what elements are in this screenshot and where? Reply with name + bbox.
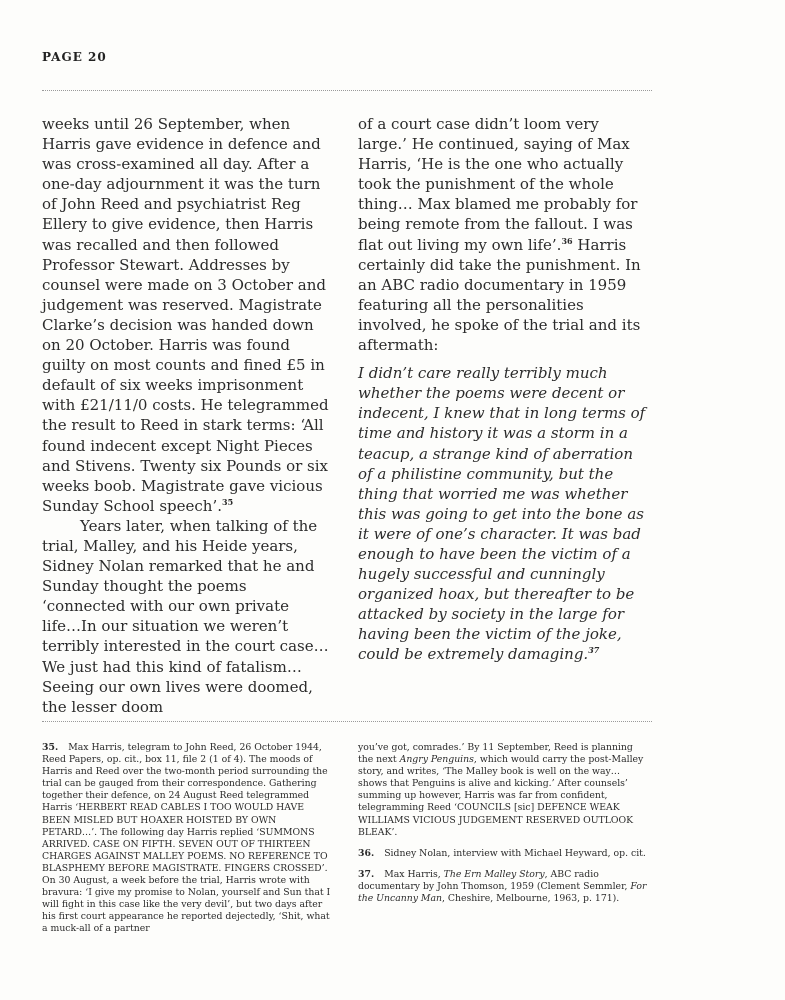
footnote-ref-37[interactable]: 37 [588,645,600,656]
body-paragraph: Years later, when talking of the trial, Malley, and his Heide years, Sidney Nolan remarked that he and Sunday thought the poems ‘connected with our own private life…In our situation we weren’t terribly interested in the court case…We just had this kind of fatalism…Seeing our own lives were doomed, the lesser doom [42,516,329,716]
paragraph-text: weeks until 26 September, when Harris gave evidence in defence and was cross-examined all day. After a one-day adjournment it was the turn of John Reed and psychiatrist Reg Ellery to give evidence, then Harris was recalled and then followed Professor Stewart. Addresses by counsel were made on 3 October and judgement was reserved. Magistrate Clarke’s decision was handed down on 20 October. Harris was found guilty on most counts and fined £5 in default of six weeks imprisonment with £21/11/0 costs. He telegrammed the result to Reed in stark terms: ‘All found indecent except Night Pieces and Stivens. Twenty six Pounds or six weeks boob. Magistrate gave vicious Sunday School speech’. [42,115,329,515]
left-text-column [42,114,332,717]
footnote-35-continued [358,742,648,839]
work-title: For the Uncanny Man [358,880,647,905]
footnote-number: 37. [358,868,375,880]
footnotes-divider [42,721,652,722]
journal-title: Angry Penguins [399,754,474,766]
footnote-number: 36. [358,847,375,859]
footnote-ref-36[interactable]: 36 [561,235,573,246]
right-text-column [358,114,648,665]
top-divider [42,90,652,91]
footnote-ref-35[interactable]: 35 [222,496,234,507]
work-title: The Ern Malley Story [443,868,545,880]
footnote-text: you’ve got, comrades.’ By 11 September, Reed is planning the next [358,742,633,766]
footnote-text: Max Harris, [384,868,444,880]
footnote-37 [358,869,648,905]
paragraph-text: of a court case didn’t loom very large.’ He continued, saying of Max Harris, ‘He is the one who actually took the punishment of the whole thing… Max blamed me probably for being remote from the fallout. I was flat out living my own life’. [358,115,638,254]
footnote-35 [42,742,332,936]
footnotes-right-column [358,742,648,914]
footnote-text: , ABC radio documentary by John Thomson, 1959 (Clement Semmler, [358,868,631,892]
quote-text: I didn’t care really terribly much whether the poems were decent or indecent, I knew that in long terms of time and history it was a storm in a teacup, a strange kind of aberration of a philistine community, but the thing that worried me was whether this was going to get into the bone as it were of one’s character. It was bad enough to have been the victim of a hugely successful and cunningly organized hoax, but thereafter to be attacked by society in the large for having been the victim of the joke, could be extremely damaging. [358,364,646,664]
footnote-text: , which would carry the post-Malley story, and writes, ‘The Malley book is well on the way…shows that Penguins is alive and kicking.’ After counsels’ summing up however, Harris was far from confident, telegramming Reed ‘COUNCILS [sic] DEFENCE WEAK WILLIAMS VICIOUS JUDGEMENT RESERVED OUTLOOK BLEAK’. [358,754,644,838]
footnote-text: , Cheshire, Melbourne, 1963, p. 171). [442,893,620,905]
body-paragraph [358,114,648,355]
page-number: PAGE 20 [42,50,107,64]
body-paragraph [42,114,332,516]
footnotes-left-column [42,742,332,945]
paragraph-text: Harris certainly did take the punishment. In an ABC radio documentary in 1959 featuring all the personalities involved, he spoke of the trial and its aftermath: [358,235,641,355]
footnote-36 [358,848,648,860]
footnote-text: Max Harris, telegram to John Reed, 26 October 1944, Reed Papers, op. cit., box 11, file 2 (1 of 4). The moods of Harris and Reed over the two-month period surrounding the trial can be gauged from their correspondence. Gathering together their defence, on 24 August Reed telegrammed Harris ‘HERBERT READ CABLES I TOO WOULD HAVE BEEN MISLED BUT HOAXER HOISTED BY OWN PETARD…’. The following day Harris replied ‘SUMMONS ARRIVED. CASE ON FIFTH. SEVEN OUT OF THIRTEEN CHARGES AGAINST MALLEY POEMS. NO REFERENCE TO BLASPHEMY BEFORE MAGISTRATE. FINGERS CROSSED’. On 30 August, a week before the trial, Harris wrote with bravura: ‘I give my promise to Nolan, yourself and Sun that I will fight in this case like the very devil’, but two days after his first court appearance he reported dejectedly, ‘Shit, what a muck-all of a partner [42,742,331,935]
footnote-number: 35. [42,742,59,753]
footnote-text: Sidney Nolan, interview with Michael Heyward, op. cit. [384,847,646,859]
block-quote [358,363,648,664]
